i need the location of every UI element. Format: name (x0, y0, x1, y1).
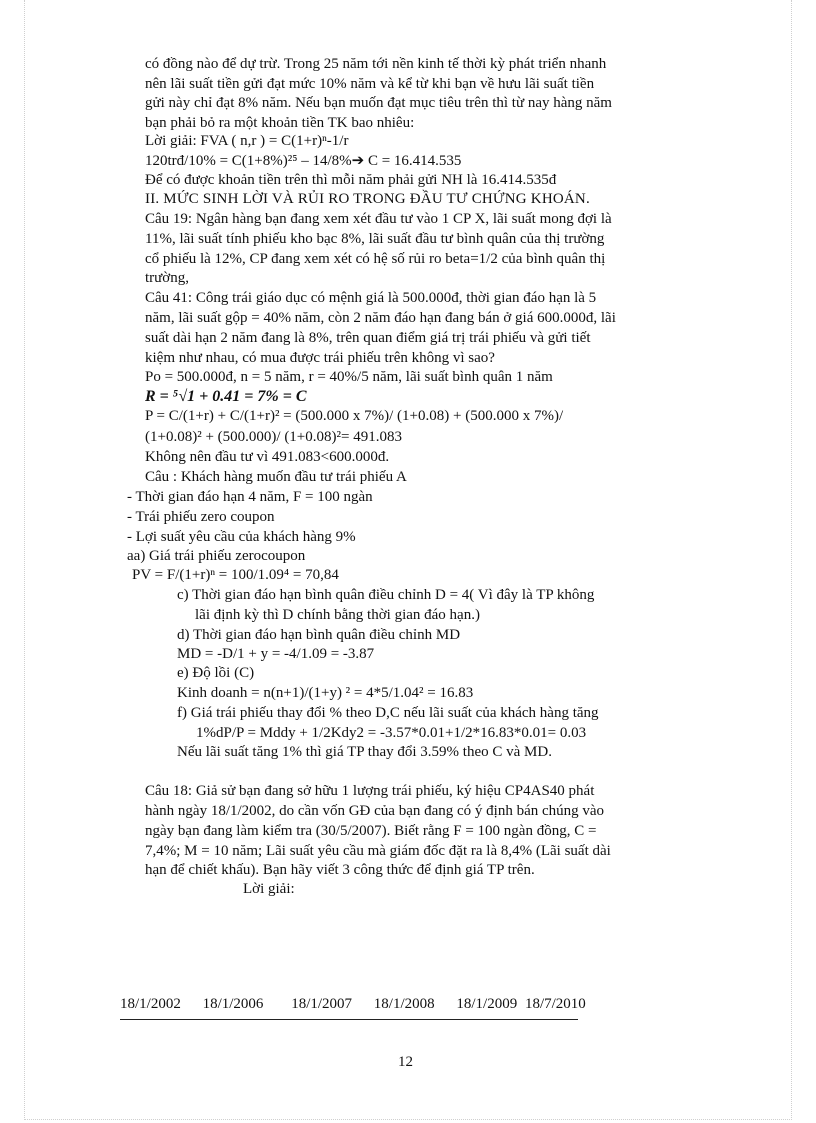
list-item: - Trái phiếu zero coupon (127, 509, 275, 525)
question-text: 11%, lãi suất tính phiếu kho bạc 8%, lãi suất đầu tư bình quân của thị trường (145, 231, 605, 247)
list-item: f) Giá trái phiếu thay đổi % theo D,C nếu lãi suất của khách hàng tăng (177, 705, 599, 721)
timeline (120, 996, 586, 1013)
conclusion-text: Nếu lãi suất tăng 1% thì giá TP thay đổi 3.59% theo C và MD. (177, 744, 552, 760)
timeline-rule (120, 1019, 578, 1020)
solution-formula: Lời giải: FVA ( n,r ) = C(1+r)ⁿ-1/r (145, 133, 349, 149)
question-text: 7,4%; M = 10 năm; Lãi suất yêu cầu mà giám đốc đặt ra là 8,4% (Lãi suất dài (145, 843, 611, 859)
formula-line: Kinh doanh = n(n+1)/(1+y) ² = 4*5/1.04² = 16.83 (177, 685, 474, 701)
timeline-date: 18/7/2010 (524, 996, 586, 1012)
section-heading: II. MỨC SINH LỜI VÀ RỦI RO TRONG ĐẦU TƯ CHỨNG KHOÁN. (145, 191, 590, 207)
question-text: Câu : Khách hàng muốn đầu tư trái phiếu A (145, 469, 407, 485)
formula-line: 1%dP/P = Mddy + 1/2Kdy2 = -3.57*0.01+1/2*16.83*0.01= 0.03 (196, 725, 587, 741)
list-item: - Lợi suất yêu cầu của khách hàng 9% (127, 529, 356, 545)
text-line: có đồng nào để dự trừ. Trong 25 năm tới nền kinh tế thời kỳ phát triển nhanh (145, 56, 607, 72)
list-item: c) Thời gian đáo hạn bình quân điều chỉnh D = 4( Vì đây là TP không (177, 587, 595, 603)
timeline-date: 18/1/2007 (291, 996, 353, 1012)
solution-label: Lời giải: (243, 881, 295, 897)
solution-text: Po = 500.000đ, n = 5 năm, r = 40%/5 năm, lãi suất bình quân 1 năm (145, 369, 553, 385)
question-text: Câu 18: Giả sử bạn đang sở hữu 1 lượng trái phiếu, ký hiệu CP4AS40 phát (145, 783, 595, 799)
question-text: kiệm như nhau, có mua được trái phiếu trên không vì sao? (145, 350, 495, 366)
sub-heading: aa) Giá trái phiếu zerocoupon (127, 548, 306, 564)
question-text: Câu 41: Công trái giáo dục có mệnh giá là 500.000đ, thời gian đáo hạn là 5 (145, 290, 597, 306)
formula-line: PV = F/(1+r)ⁿ = 100/1.09⁴ = 70,84 (132, 567, 339, 583)
question-text: Câu 19: Ngân hàng bạn đang xem xét đầu tư vào 1 CP X, lãi suất mong đợi là (145, 211, 612, 227)
timeline-date: 18/1/2006 (202, 996, 264, 1012)
formula-bold: R = ⁵√1 + 0.41 = 7% = C (145, 388, 307, 405)
formula-line: P = C/(1+r) + C/(1+r)² = (500.000 x 7%)/ (1+0.08) + (500.000 x 7%)/ (145, 408, 564, 424)
list-item: e) Độ lồi (C) (177, 665, 255, 681)
page-number: 12 (398, 1054, 413, 1070)
timeline-date: 18/1/2002 (120, 996, 181, 1012)
list-item: d) Thời gian đáo hạn bình quân điều chỉnh MD (177, 627, 461, 643)
list-item: - Thời gian đáo hạn 4 năm, F = 100 ngàn (127, 489, 373, 505)
question-text: ngày bạn đang làm kiểm tra (30/5/2007). Biết rằng F = 100 ngàn đồng, C = (145, 823, 597, 839)
list-item-cont: lãi định kỳ thì D chính bằng thời gian đáo hạn.) (195, 607, 480, 623)
question-text: hành ngày 18/1/2002, do cần vốn GĐ của bạn đang có ý định bán chúng vào (145, 803, 605, 819)
text-line: gửi này chỉ đạt 8% năm. Nếu bạn muốn đạt mục tiêu trên thì từ nay hàng năm (145, 95, 612, 111)
question-text: suất dài hạn 2 năm đang là 8%, trên quan điểm giá trị trái phiếu và gửi tiết (145, 330, 591, 346)
formula-line: MD = -D/1 + y = -4/1.09 = -3.87 (177, 646, 375, 662)
question-text: trường, (145, 270, 189, 286)
timeline-date: 18/1/2009 (456, 996, 518, 1012)
text-line: nên lãi suất tiền gửi đạt mức 10% năm và kể từ khi bạn về hưu lãi suất tiền (145, 76, 595, 92)
text-line: bạn phải bỏ ra một khoản tiền TK bao nhiêu: (145, 115, 415, 131)
question-text: cổ phiếu là 12%, CP đang xem xét có hệ số rủi ro beta=1/2 của bình quân thị (145, 251, 606, 267)
timeline-date: 18/1/2008 (373, 996, 435, 1012)
question-text: năm, lãi suất gộp = 40% năm, còn 2 năm đáo hạn đang bán ở giá 600.000đ, lãi (145, 310, 616, 326)
formula-line: (1+0.08)² + (500.000)/ (1+0.08)²= 491.083 (145, 429, 402, 445)
conclusion-text: Không nên đầu tư vì 491.083<600.000đ. (145, 449, 390, 465)
solution-result: Để có được khoản tiền trên thì mỗi năm phải gửi NH là 16.414.535đ (145, 172, 557, 188)
solution-formula: 120trđ/10% = C(1+8%)²⁵ – 14/8%➔ C = 16.414.535 (145, 153, 462, 169)
question-text: hạn để chiết khấu). Bạn hãy viết 3 công thức để định giá TP trên. (145, 862, 535, 878)
